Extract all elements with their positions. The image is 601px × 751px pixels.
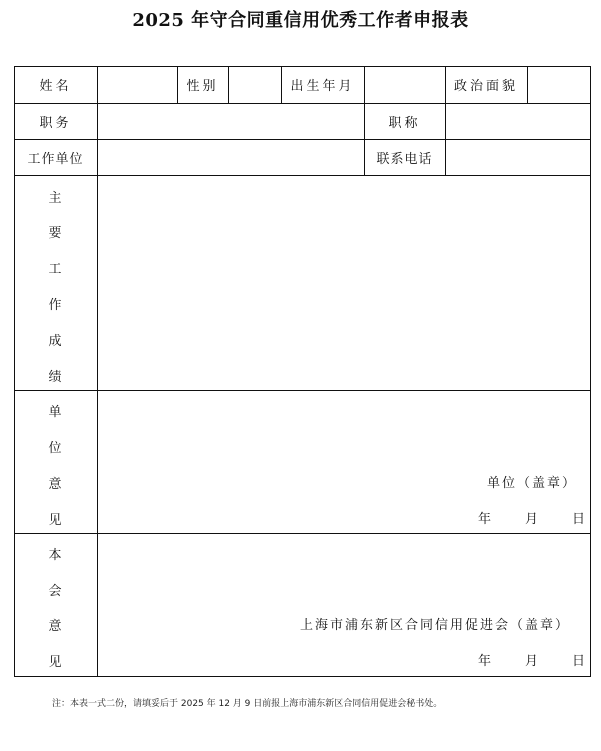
footnote: 注：本表一式二份，请填妥后于 2025 年 12 月 9 日前报上海市浦东新区合同信用促进会秘书处。 xyxy=(52,699,443,709)
title-field[interactable] xyxy=(446,103,590,139)
unit-seal-text: 单位（盖章） xyxy=(487,476,578,491)
achievements-field[interactable] xyxy=(98,176,590,390)
gender-label: 性别 xyxy=(186,79,219,94)
unit-field[interactable] xyxy=(98,139,364,175)
birth-field[interactable] xyxy=(365,66,445,103)
assoc-opinion-label-char: 本 xyxy=(48,548,62,563)
unit-date-day: 日 xyxy=(572,512,588,527)
political-label: 政治面貌 xyxy=(453,79,518,94)
birth-label: 出生年月 xyxy=(290,79,355,94)
political-field[interactable] xyxy=(528,66,590,103)
unit-label: 工作单位 xyxy=(27,151,84,167)
unit-opinion-label-char: 见 xyxy=(48,513,62,528)
title-label: 职称 xyxy=(388,115,421,131)
achievements-label-char: 要 xyxy=(48,226,62,241)
gender-field[interactable] xyxy=(229,66,281,103)
achievements-label-char: 作 xyxy=(48,298,62,313)
position-label: 职务 xyxy=(39,115,72,131)
achievements-label-char: 绩 xyxy=(48,370,62,385)
achievements-label-char: 主 xyxy=(48,191,62,206)
phone-label: 联系电话 xyxy=(376,151,433,167)
assoc-date-day: 日 xyxy=(572,654,588,669)
assoc-date-month: 月 xyxy=(525,654,541,669)
name-label: 姓名 xyxy=(39,79,72,94)
achievements-label-char: 成 xyxy=(48,334,62,349)
unit-opinion-label-char: 位 xyxy=(48,441,62,456)
assoc-opinion-field[interactable] xyxy=(98,534,590,676)
assoc-opinion-label-char: 会 xyxy=(48,584,62,599)
unit-opinion-label-char: 单 xyxy=(48,405,62,420)
assoc-opinion-label-char: 见 xyxy=(48,655,62,670)
assoc-opinion-label-char: 意 xyxy=(48,619,62,634)
assoc-date-year: 年 xyxy=(478,654,494,669)
unit-date-month: 月 xyxy=(525,512,541,527)
unit-opinion-field[interactable] xyxy=(98,391,590,533)
name-field[interactable] xyxy=(98,66,177,103)
assoc-seal-text: 上海市浦东新区合同信用促进会（盖章） xyxy=(300,618,571,633)
phone-field[interactable] xyxy=(446,139,590,175)
position-field[interactable] xyxy=(98,103,364,139)
unit-opinion-label-char: 意 xyxy=(48,477,62,492)
page-title: 2025 年守合同重信用优秀工作者申报表 xyxy=(132,10,469,31)
achievements-label-char: 工 xyxy=(48,262,62,277)
unit-date-year: 年 xyxy=(478,512,494,527)
